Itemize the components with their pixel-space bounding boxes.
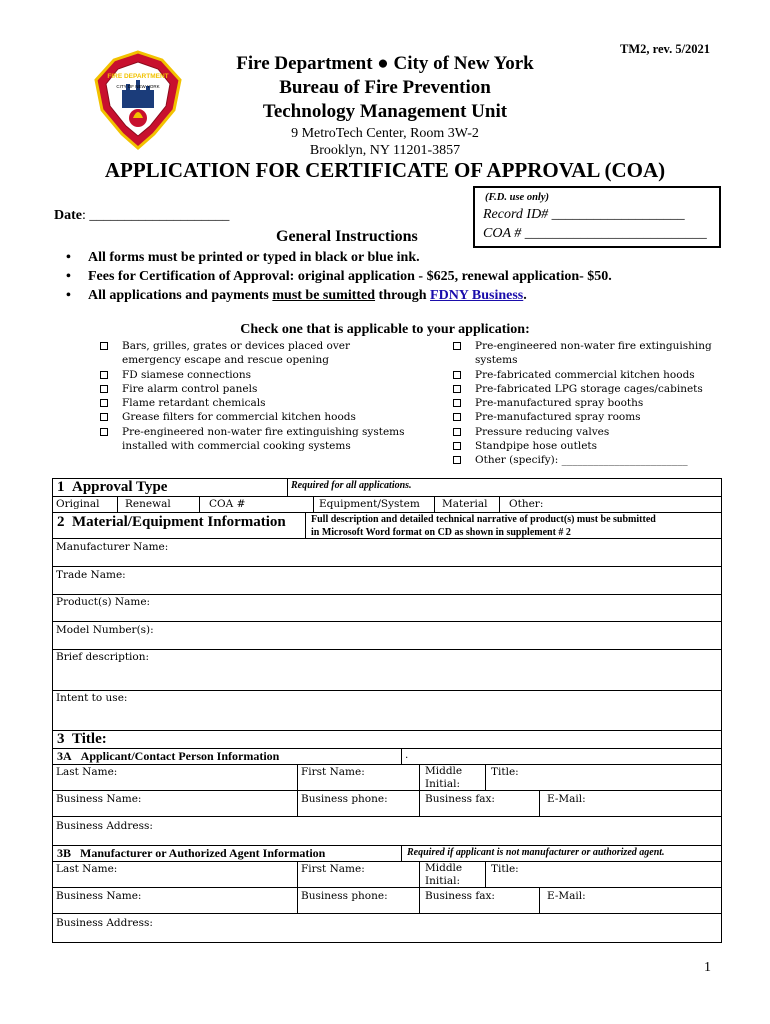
option-material[interactable]: Material [442,498,488,510]
instruction-text: through [375,288,431,303]
agent-business-name-field[interactable]: Business Name: [56,890,142,902]
header-line2: Bureau of Fire Prevention [279,77,491,98]
section-number: 2 [57,514,65,530]
initial-label: Initial: [425,875,461,887]
header-line1: Fire Department ● City of New York [236,53,534,74]
section-number: 3 [57,731,65,747]
record-id-field[interactable]: Record ID# ___________________ [483,207,685,222]
instruction-item [66,286,612,305]
form-id: TM2, rev. 5/2021 [620,42,711,56]
checkbox[interactable] [100,428,108,436]
business-address-field[interactable]: Business Address: [56,820,153,832]
brief-description-field[interactable]: Brief description: [56,651,150,663]
checkbox[interactable] [100,371,108,379]
checkbox[interactable] [100,385,108,393]
checkbox[interactable] [453,371,461,379]
checkbox[interactable] [453,413,461,421]
option-label: installed with commercial cooking systems [122,440,351,453]
first-name-field[interactable]: First Name: [301,766,365,778]
logo-text-top: FIRE DEPARTMENT [107,73,169,80]
option-other[interactable]: Other: [509,498,544,510]
date-label: Date [54,208,82,223]
email-field[interactable]: E-Mail: [547,793,586,805]
intent-to-use-field[interactable]: Intent to use: [56,692,128,704]
checkbox[interactable] [100,413,108,421]
check-option[interactable] [100,425,420,454]
option-label: Standpipe hose outlets [475,440,598,453]
section2-note [311,513,656,539]
check-option[interactable] [100,396,420,410]
option-label: Pre-fabricated commercial kitchen hoods [475,368,695,381]
note-line: Full description and detailed technical narrative of product(s) must be submitted [311,514,656,525]
header-line3: Technology Management Unit [262,101,508,122]
section1-heading [57,479,167,496]
check-option[interactable] [453,453,753,467]
general-instructions-heading: General Instructions [276,228,418,245]
check-option[interactable] [453,425,753,439]
instruction-text: . [523,288,527,303]
checkbox[interactable] [453,399,461,407]
check-option[interactable] [453,439,753,453]
option-label: Pre-manufactured spray rooms [475,411,641,424]
section-code: 3A [57,749,72,763]
date-line: : ____________________ [82,208,230,223]
option-label: Bars, grilles, grates or devices placed over [122,340,351,352]
section-code: 3B [57,846,72,860]
option-label: Pre-engineered non-water fire extinguishing systems [122,425,405,438]
section3b-heading [57,846,325,861]
check-option[interactable] [453,339,753,368]
agent-middle-initial-field[interactable] [425,862,462,888]
section3b-note: Required if applicant is not manufacturer or authorized agent. [407,847,665,858]
option-label: Pressure reducing valves [475,425,610,438]
option-label: Other (specify): ________________________ [475,454,688,467]
section-title: Material/Equipment Information [72,514,286,530]
option-original[interactable]: Original [56,498,100,510]
option-label: Pre-manufactured spray booths [475,397,644,410]
check-heading: Check one that is applicable to your application: [240,322,530,337]
address-line2: Brooklyn, NY 11201-3857 [309,143,461,158]
instructions-list [66,248,612,305]
agent-email-field[interactable]: E-Mail: [547,890,586,902]
business-name-field[interactable]: Business Name: [56,793,142,805]
section2-heading [57,514,286,531]
agent-last-name-field[interactable]: Last Name: [56,863,118,875]
section-number: 1 [57,479,65,495]
checkbox[interactable] [453,428,461,436]
instruction-item: • Fees for Certification of Approval: original application - $625, renewal application- $50. [66,267,612,286]
agent-title-field[interactable]: Title: [491,863,519,875]
option-label: Flame retardant chemicals [122,397,266,410]
manufacturer-name-field[interactable]: Manufacturer Name: [56,541,169,553]
business-fax-field[interactable]: Business fax: [425,793,495,805]
section1-note: Required for all applications. [291,480,412,491]
check-option[interactable] [453,396,753,410]
option-renewal[interactable]: Renewal [125,498,171,510]
checkbox[interactable] [100,342,108,350]
option-coa-number[interactable]: COA # [209,498,246,510]
fdny-business-link[interactable]: FDNY Business [430,288,524,303]
check-option[interactable] [453,382,753,396]
title-field[interactable]: Title: [491,766,519,778]
product-name-field[interactable]: Product(s) Name: [56,596,151,608]
check-option[interactable] [100,410,420,424]
business-phone-field[interactable]: Business phone: [301,793,388,805]
checkbox[interactable] [453,456,461,464]
date-field[interactable] [54,208,229,224]
material-section-table [52,478,722,731]
instruction-item: • All forms must be printed or typed in black or blue ink. [66,248,612,267]
model-number-field[interactable]: Model Number(s): [56,624,154,636]
fd-use-label: (F.D. use only) [485,192,549,203]
instruction-text: All applications and payments [88,288,273,303]
checkbox[interactable] [453,385,461,393]
option-label: FD siamese connections [122,368,252,381]
checkbox[interactable] [100,399,108,407]
logo-text-mid: CITY OF NEW YORK [116,84,160,89]
section-subtitle: Manufacturer or Authorized Agent Information [80,846,326,860]
option-label: Grease filters for commercial kitchen hoods [122,411,356,424]
section-subtitle: Applicant/Contact Person Information [80,749,280,763]
checkbox[interactable] [453,442,461,450]
option-label: emergency escape and rescue opening [122,354,330,367]
agent-business-phone-field[interactable]: Business phone: [301,890,388,902]
check-list-left [100,339,420,453]
agent-business-address-field[interactable]: Business Address: [56,917,153,929]
fd-use-box [473,186,721,248]
note-line: in Microsoft Word format on CD as shown in supplement # 2 [311,527,571,538]
section-title: Approval Type [72,479,168,495]
section3-heading [57,731,107,748]
address-line1: 9 MetroTech Center, Room 3W-2 [291,126,479,141]
check-option[interactable] [100,368,420,382]
initial-label: Initial: [425,778,461,790]
check-option[interactable] [100,382,420,396]
coa-number-field[interactable]: COA # __________________________ [483,226,707,241]
middle-label: Middle [425,862,463,874]
middle-initial-field[interactable] [425,765,462,791]
page-number: 1 [704,960,711,975]
section3a-heading [57,749,279,764]
form-title: APPLICATION FOR CERTIFICATE OF APPROVAL (COA) [104,158,666,182]
option-equipment-system[interactable]: Equipment/System [319,498,420,510]
section-title: Title: [72,731,107,747]
option-label: Pre-fabricated LPG storage cages/cabinets [475,382,703,395]
agent-business-fax-field[interactable]: Business fax: [425,890,495,902]
middle-label: Middle [425,765,463,777]
check-list-right [453,339,753,468]
check-option[interactable] [453,410,753,424]
agent-first-name-field[interactable]: First Name: [301,863,365,875]
instruction-underlined: must be sumitted [272,288,376,303]
application-section-table [52,731,722,943]
option-label: Fire alarm control panels [122,382,258,395]
option-label: Pre-engineered non-water fire extinguishing systems [475,340,712,367]
check-option[interactable] [453,368,753,382]
last-name-field[interactable]: Last Name: [56,766,118,778]
separator-dot: . [405,749,409,761]
checkbox[interactable] [453,342,461,350]
check-option[interactable] [100,339,420,368]
trade-name-field[interactable]: Trade Name: [56,569,126,581]
